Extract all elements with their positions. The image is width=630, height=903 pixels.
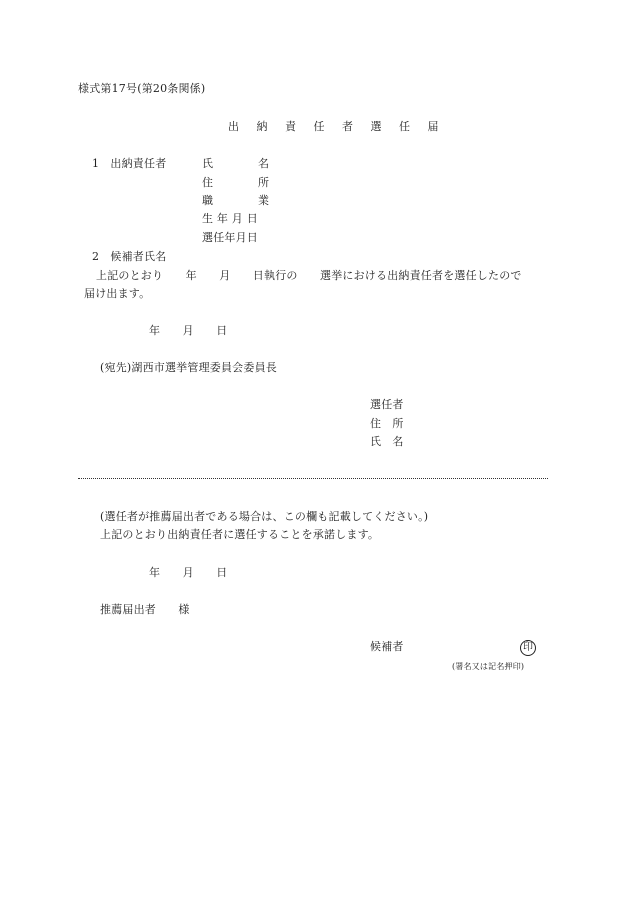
dotted-separator — [78, 478, 548, 480]
field-birthdate: 生 年 月 日 — [202, 212, 258, 225]
consent-date-line: 年 月 日 — [149, 566, 228, 579]
addressee: (宛先)湖西市選挙管理委員会委員長 — [100, 361, 277, 374]
form-number: 様式第17号(第20条関係) — [78, 82, 206, 95]
appointer-address: 住 所 — [370, 417, 404, 430]
section1-label: 1 出納責任者 — [92, 157, 167, 170]
section2-label: 2 候補者氏名 — [92, 250, 167, 263]
field-occupation: 職 業 — [202, 194, 272, 207]
statement-line2: 届け出ます。 — [84, 287, 151, 300]
field-appointment-date: 選任年月日 — [202, 231, 258, 244]
seal-mark: 印 — [520, 640, 536, 656]
field-address: 住 所 — [202, 176, 272, 189]
field-name: 氏 名 — [202, 157, 272, 170]
appointer-name: 氏 名 — [370, 435, 404, 448]
statement-line1: 上記のとおり 年 月 日執行の 選挙における出納責任者を選任したので — [96, 269, 522, 282]
consent-text: 上記のとおり出納責任者に選任することを承諾します。 — [100, 528, 380, 541]
consent-note: (選任者が推薦届出者である場合は、この欄も記載してください。) — [100, 510, 429, 523]
candidate-label: 候補者 — [370, 640, 404, 653]
appointer-label: 選任者 — [370, 398, 404, 411]
date-line: 年 月 日 — [149, 324, 228, 337]
recommender-line: 推薦届出者 様 — [100, 603, 190, 616]
signature-note: (署名又は記名押印) — [452, 662, 525, 671]
form-title: 出 納 責 任 者 選 任 届 — [228, 120, 446, 133]
